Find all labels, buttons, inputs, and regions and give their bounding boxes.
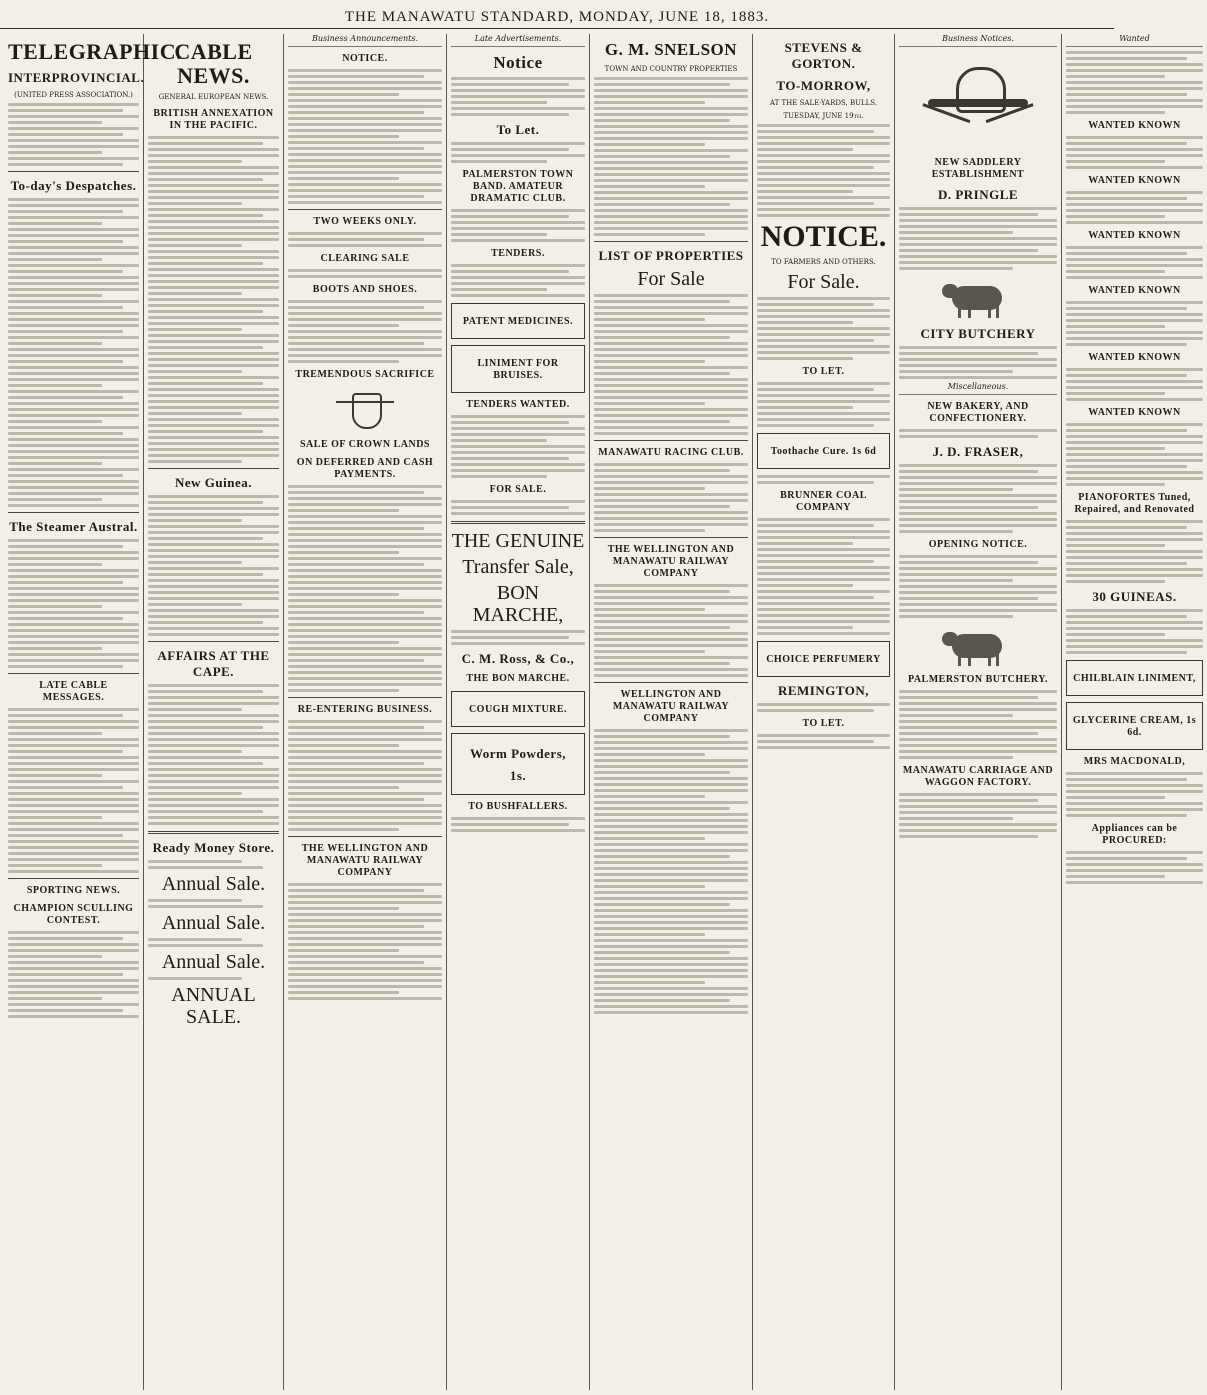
worm-powders: Worm Powders, <box>469 746 567 761</box>
choice-perfumery: CHOICE PERFUMERY <box>766 654 881 665</box>
heading-cable-news: CABLE NEWS. <box>174 39 253 88</box>
new-bakery: NEW BAKERY, AND CONFECTIONERY. <box>927 401 1029 424</box>
annual-sale-3: Annual Sale. <box>161 951 266 973</box>
heading-british-annexation: BRITISH ANNEXATION IN THE PACIFIC. <box>153 108 274 131</box>
tenders: TENDERS. <box>491 248 545 259</box>
chilblain: CHILBLAIN LINIMENT, <box>1073 673 1196 684</box>
column-1 <box>4 34 183 1390</box>
label-business-notices: Business Notices. <box>899 34 1057 47</box>
subheading-press: (UNITED PRESS ASSOCIATION.) <box>14 91 133 99</box>
appliances: Appliances can be PROCURED: <box>1091 823 1178 846</box>
to-let-6: TO LET. <box>802 366 845 377</box>
for-sale-6: For Sale. <box>787 271 860 293</box>
opening-notice: OPENING NOTICE. <box>928 539 1028 550</box>
guineas: 30 GUINEAS. <box>1092 589 1177 604</box>
column-7 <box>895 34 1062 1390</box>
mrs-macdonald: MRS MACDONALD, <box>1083 756 1186 767</box>
ross-co: C. M. Ross, & Co., <box>461 651 575 666</box>
palmerston-butchery: PALMERSTON BUTCHERY. <box>907 674 1049 685</box>
heading-new-guinea: New Guinea. <box>175 475 252 490</box>
columns <box>4 34 1197 1390</box>
heading-todays-despatches: To-day's Despatches. <box>10 178 137 193</box>
tremendous-sacrifice: TREMENDOUS SACRIFICE <box>295 369 435 380</box>
wanted-known-1: WANTED KNOWN <box>1088 120 1181 131</box>
liniment: LINIMENT FOR BRUISES. <box>477 358 559 381</box>
toothache: Toothache Cure. 1s 6d <box>770 446 877 457</box>
two-weeks: TWO WEEKS ONLY. <box>313 216 417 227</box>
sale-crown-lands: SALE OF CROWN LANDS <box>300 439 430 450</box>
to-let-6b: TO LET. <box>802 718 845 729</box>
bon-marche-2: THE BON MARCHE. <box>466 673 570 684</box>
heading-affairs-cape: AFFAIRS AT THE CAPE. <box>157 648 270 679</box>
racing-club: MANAWATU RACING CLUB. <box>598 447 744 458</box>
railway-company: THE WELLINGTON AND MANAWATU RAILWAY COMPANY <box>301 843 429 878</box>
bushfallers: TO BUSHFALLERS. <box>468 801 568 812</box>
patent-medicines: PATENT MEDICINES. <box>462 316 574 327</box>
snelson: G. M. SNELSON <box>604 40 738 59</box>
city-butchery: CITY BUTCHERY <box>920 326 1036 341</box>
pianofortes: PIANOFORTES Tuned, Repaired, and Renovated <box>1074 492 1195 515</box>
masthead: THE MANAWATU STANDARD, MONDAY, JUNE 18, 1883. <box>0 6 1114 29</box>
notice-heading: NOTICE. <box>342 53 388 64</box>
reentering: RE-ENTERING BUSINESS. <box>297 704 433 715</box>
clearing-sale: CLEARING SALE <box>320 253 410 264</box>
heading-sculling: CHAMPION SCULLING CONTEST. <box>13 903 134 926</box>
sale-date: TUESDAY, JUNE 19th. <box>783 112 864 120</box>
wanted-known-4: WANTED KNOWN <box>1088 285 1181 296</box>
carriage-factory: MANAWATU CARRIAGE AND WAGGON FACTORY. <box>902 765 1054 788</box>
glycerine: GLYCERINE CREAM, 1s 6d. <box>1072 715 1197 738</box>
column-4 <box>447 34 590 1390</box>
cough-mixture: COUGH MIXTURE. <box>468 704 568 715</box>
annual-sale-1: Annual Sale. <box>161 873 266 895</box>
heading-telegraphic: TELEGRAPHIC. <box>8 39 183 64</box>
for-sale: FOR SALE. <box>489 484 547 495</box>
notice-big: Notice <box>493 53 543 72</box>
label-wanted: Wanted <box>1066 34 1203 47</box>
wanted-known-6: WANTED KNOWN <box>1088 407 1181 418</box>
for-sale-5: For Sale <box>637 268 705 290</box>
snelson-sub: TOWN AND COUNTRY PROPERTIES <box>604 65 738 73</box>
wanted-known-3: WANTED KNOWN <box>1088 230 1181 241</box>
jd-fraser: J. D. FRASER, <box>932 444 1024 459</box>
bon-marche: BON MARCHE, <box>472 582 564 626</box>
label-business-announcements: Business Announcements. <box>288 34 442 47</box>
column-3 <box>284 34 447 1390</box>
stevens-gorton: STEVENS & GORTON. <box>784 40 863 71</box>
transfer-sale: Transfer Sale, <box>462 556 574 578</box>
heading-late-cable: LATE CABLE MESSAGES. <box>39 680 108 703</box>
cow-illustration <box>938 624 1018 668</box>
wanted-known-5: WANTED KNOWN <box>1088 352 1181 363</box>
tomorrow: TO-MORROW, <box>776 78 871 93</box>
column-2 <box>144 34 284 1390</box>
annual-sale-2: Annual Sale. <box>161 912 266 934</box>
remington: REMINGTON, <box>777 683 870 698</box>
heading-interprovincial: INTERPROVINCIAL. <box>8 70 145 85</box>
label-misc: Miscellaneous. <box>899 382 1057 395</box>
heading-steamer-austral: The Steamer Austral. <box>9 519 138 534</box>
boots-shoes: BOOTS AND SHOES. <box>312 284 418 295</box>
pringle: D. PRINGLE <box>937 187 1019 202</box>
railway-5b: WELLINGTON AND MANAWATU RAILWAY COMPANY <box>612 689 730 724</box>
new-saddlery: NEW SADDLERY ESTABLISHMENT <box>931 157 1025 180</box>
annual-sale-caps: ANNUAL SALE. <box>171 984 256 1028</box>
to-let: To Let. <box>496 122 540 137</box>
heading-ready-money: Ready Money Store. <box>152 840 275 855</box>
to-farmers: TO FARMERS AND OTHERS. <box>771 258 876 266</box>
the-genuine: THE GENUINE <box>451 530 585 552</box>
notice-6: NOTICE. <box>760 220 887 253</box>
railway-5a: THE WELLINGTON AND MANAWATU RAILWAY COMPANY <box>607 544 735 579</box>
sale-yards: AT THE SALE-YARDS, BULLS. <box>769 99 878 107</box>
tenders-wanted: TENDERS WANTED. <box>466 399 570 410</box>
wanted-known-2: WANTED KNOWN <box>1088 175 1181 186</box>
deferred-payments: ON DEFERRED AND CASH PAYMENTS. <box>296 457 434 480</box>
column-5 <box>590 34 753 1390</box>
saddle-illustration <box>918 57 1038 147</box>
town-band: PALMERSTON TOWN BAND. AMATEUR DRAMATIC CLUB. <box>462 169 574 204</box>
sheep-illustration <box>938 276 1018 320</box>
coat-of-arms <box>330 387 400 433</box>
list-properties: LIST OF PROPERTIES <box>598 248 744 263</box>
heading-sporting-news: SPORTING NEWS. <box>26 885 121 896</box>
column-6 <box>753 34 895 1390</box>
subheading-european: GENERAL EUROPEAN NEWS. <box>158 93 269 101</box>
brunner-coal: BRUNNER COAL COMPANY <box>780 490 867 513</box>
label-late-advertisements: Late Advertisements. <box>451 34 585 47</box>
worm-price: 1s. <box>509 768 527 783</box>
column-8 <box>1062 34 1207 1390</box>
